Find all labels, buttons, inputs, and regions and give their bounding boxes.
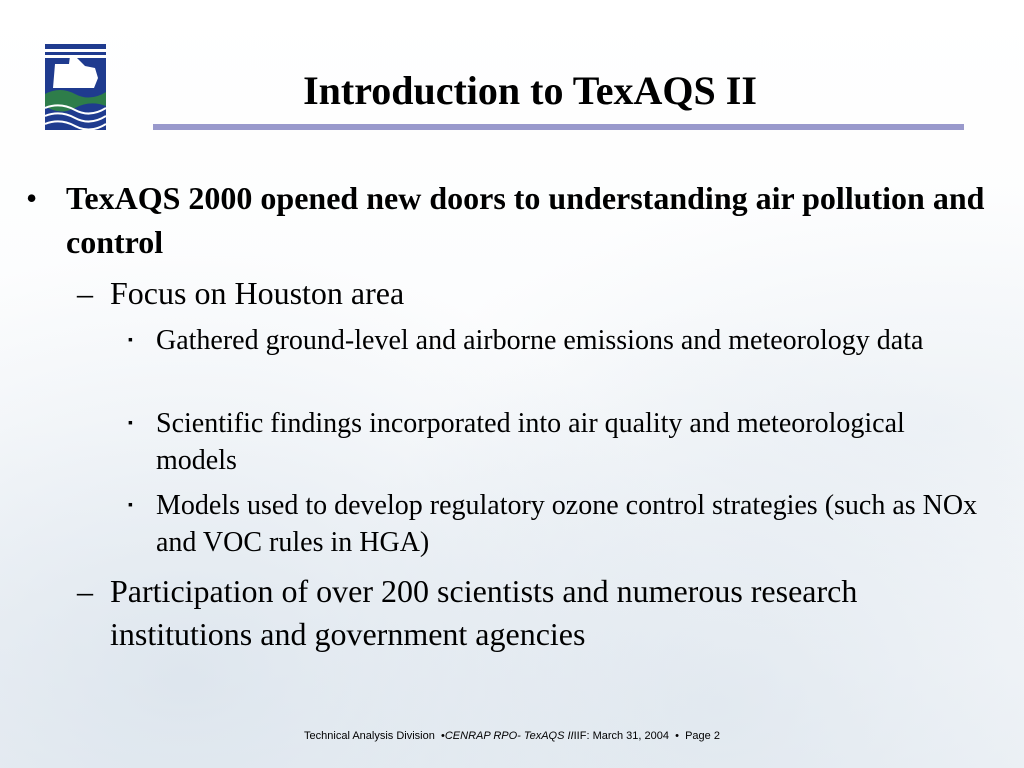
footer-division: Technical Analysis Division: [304, 730, 435, 742]
footer-project: CENRAP RPO- TexAQS II: [444, 730, 574, 742]
bullet-level3-item: [128, 322, 986, 359]
bullet-level3-item: [128, 487, 986, 561]
bullet-text: TexAQS 2000 opened new doors to understanding air pollution and control: [66, 180, 985, 260]
square-bullet-icon: ▪: [128, 416, 133, 431]
bullet-level2-focus: [77, 272, 990, 315]
slide-footer: Technical Analysis Division •CENRAP RPO- TexAQS IIIIF: March 31, 2004 • Page 2: [304, 730, 720, 742]
footer-page: Page 2: [685, 730, 720, 742]
bullet-text: Gathered ground-level and airborne emissions and meteorology data: [156, 325, 924, 356]
bullet-dot-icon: •: [26, 180, 38, 216]
slide-title: Introduction to TexAQS II: [303, 68, 757, 113]
bullet-text: Focus on Houston area: [110, 275, 405, 311]
footer-date: IIF: March 31, 2004: [573, 730, 670, 742]
square-bullet-icon: ▪: [128, 333, 133, 348]
bullet-text: Models used to develop regulatory ozone control strategies (such as NOx and VOC rules in HGA): [156, 490, 978, 558]
bullet-level2-participation: [77, 570, 990, 656]
bullet-text: Participation of over 200 scientists and numerous research institutions and government agencies: [110, 573, 858, 652]
bullet-text: Scientific findings incorporated into air quality and meteorological models: [156, 408, 905, 476]
dash-icon: –: [77, 275, 93, 311]
bullet-level1: [26, 176, 996, 264]
square-bullet-icon: ▪: [128, 498, 133, 513]
dash-icon: –: [77, 573, 93, 609]
bullet-level3-item: [128, 405, 986, 479]
